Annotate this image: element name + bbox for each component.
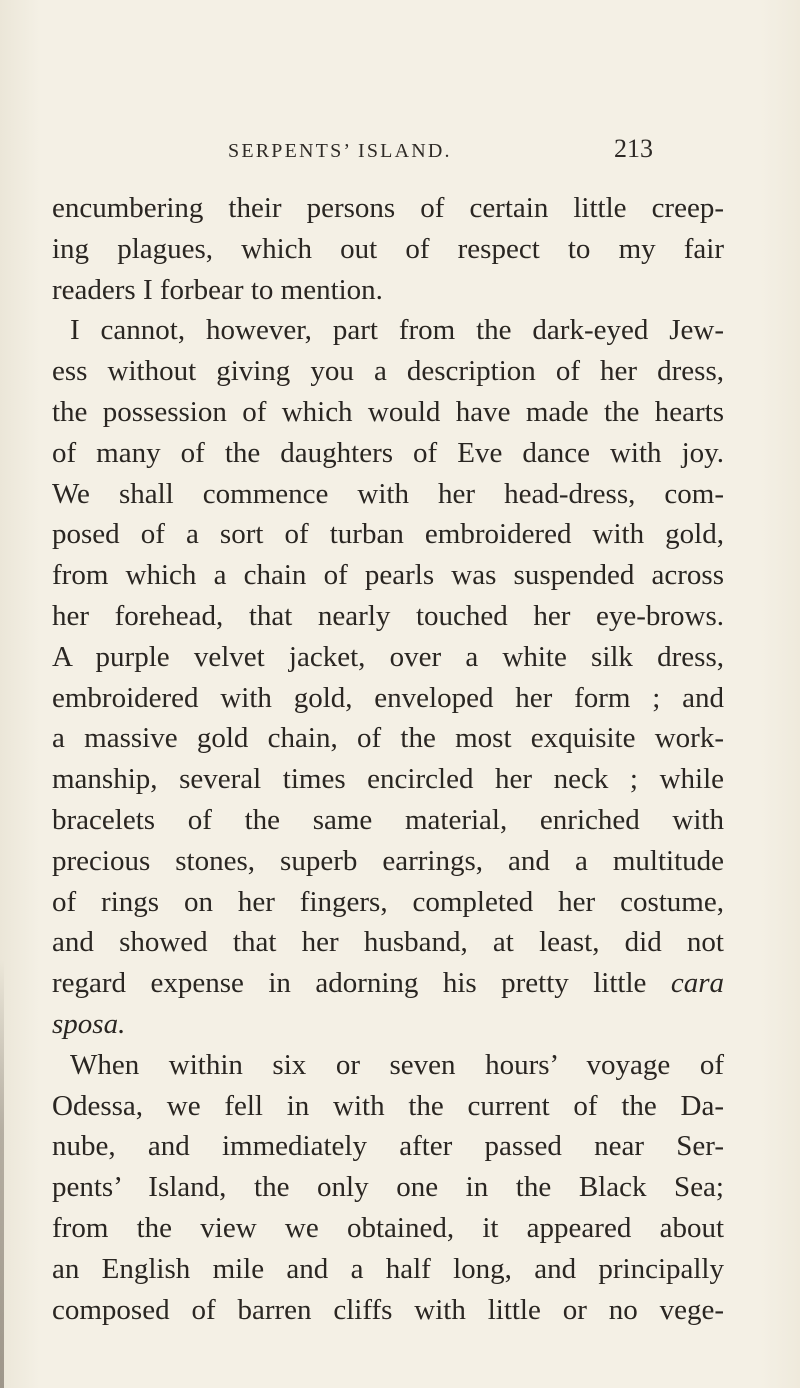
text-line: We shall commence with her head-dress, com- — [52, 477, 724, 510]
text-line: and showed that her husband, at least, did not — [52, 926, 724, 959]
text-line: manship, several times encircled her neck ; while — [52, 763, 724, 796]
text-line: from which a chain of pearls was suspended across — [52, 559, 724, 592]
running-head-title: SERPENTS’ ISLAND. — [228, 140, 452, 162]
italic-phrase: sposa. — [52, 1007, 126, 1040]
text-line: regard expense in adorning his pretty little cara — [52, 967, 724, 1000]
text-line: a massive gold chain, of the most exquisite work- — [52, 722, 724, 755]
text-line: encumbering their persons of certain little creep- — [52, 192, 724, 224]
text-line: A purple velvet jacket, over a white silk dress, — [52, 640, 724, 673]
text-line: of many of the daughters of Eve dance with joy. — [52, 436, 724, 469]
text-line: bracelets of the same material, enriched with — [52, 803, 724, 836]
italic-phrase: cara — [670, 967, 724, 1000]
text-line: precious stones, superb earrings, and a multitude — [52, 844, 724, 877]
text-line: from the view we obtained, it appeared about — [52, 1211, 724, 1244]
text-line: embroidered with gold, enveloped her form ; and — [52, 681, 724, 714]
text-line: an English mile and a half long, and principally — [52, 1252, 724, 1285]
text-line — [52, 1004, 724, 1045]
text-line: Odessa, we fell in with the current of the Da- — [52, 1089, 724, 1122]
text-line: pents’ Island, the only one in the Black Sea; — [52, 1171, 724, 1204]
text-line: her forehead, that nearly touched her eye-brows. — [52, 599, 724, 632]
text-line: posed of a sort of turban embroidered with gold, — [52, 518, 724, 551]
text-line: the possession of which would have made the hearts — [52, 395, 724, 428]
text-line: of rings on her fingers, completed her costume, — [52, 885, 724, 918]
text-line: readers I forbear to mention. — [52, 273, 383, 306]
page-number: 213 — [614, 134, 653, 163]
text-line: ing plagues, which out of respect to my fair — [52, 232, 724, 265]
text-line: I cannot, however, part from the dark-eyed Jew- — [70, 314, 724, 347]
text-line: ess without giving you a description of her dress, — [52, 355, 724, 388]
text-line: When within six or seven hours’ voyage of — [70, 1048, 724, 1081]
text-line: composed of barren cliffs with little or no vege- — [52, 1293, 724, 1326]
body-text — [52, 188, 724, 1330]
page-gutter-shadow — [0, 960, 4, 1388]
text-line: nube, and immediately after passed near Ser- — [52, 1130, 724, 1163]
